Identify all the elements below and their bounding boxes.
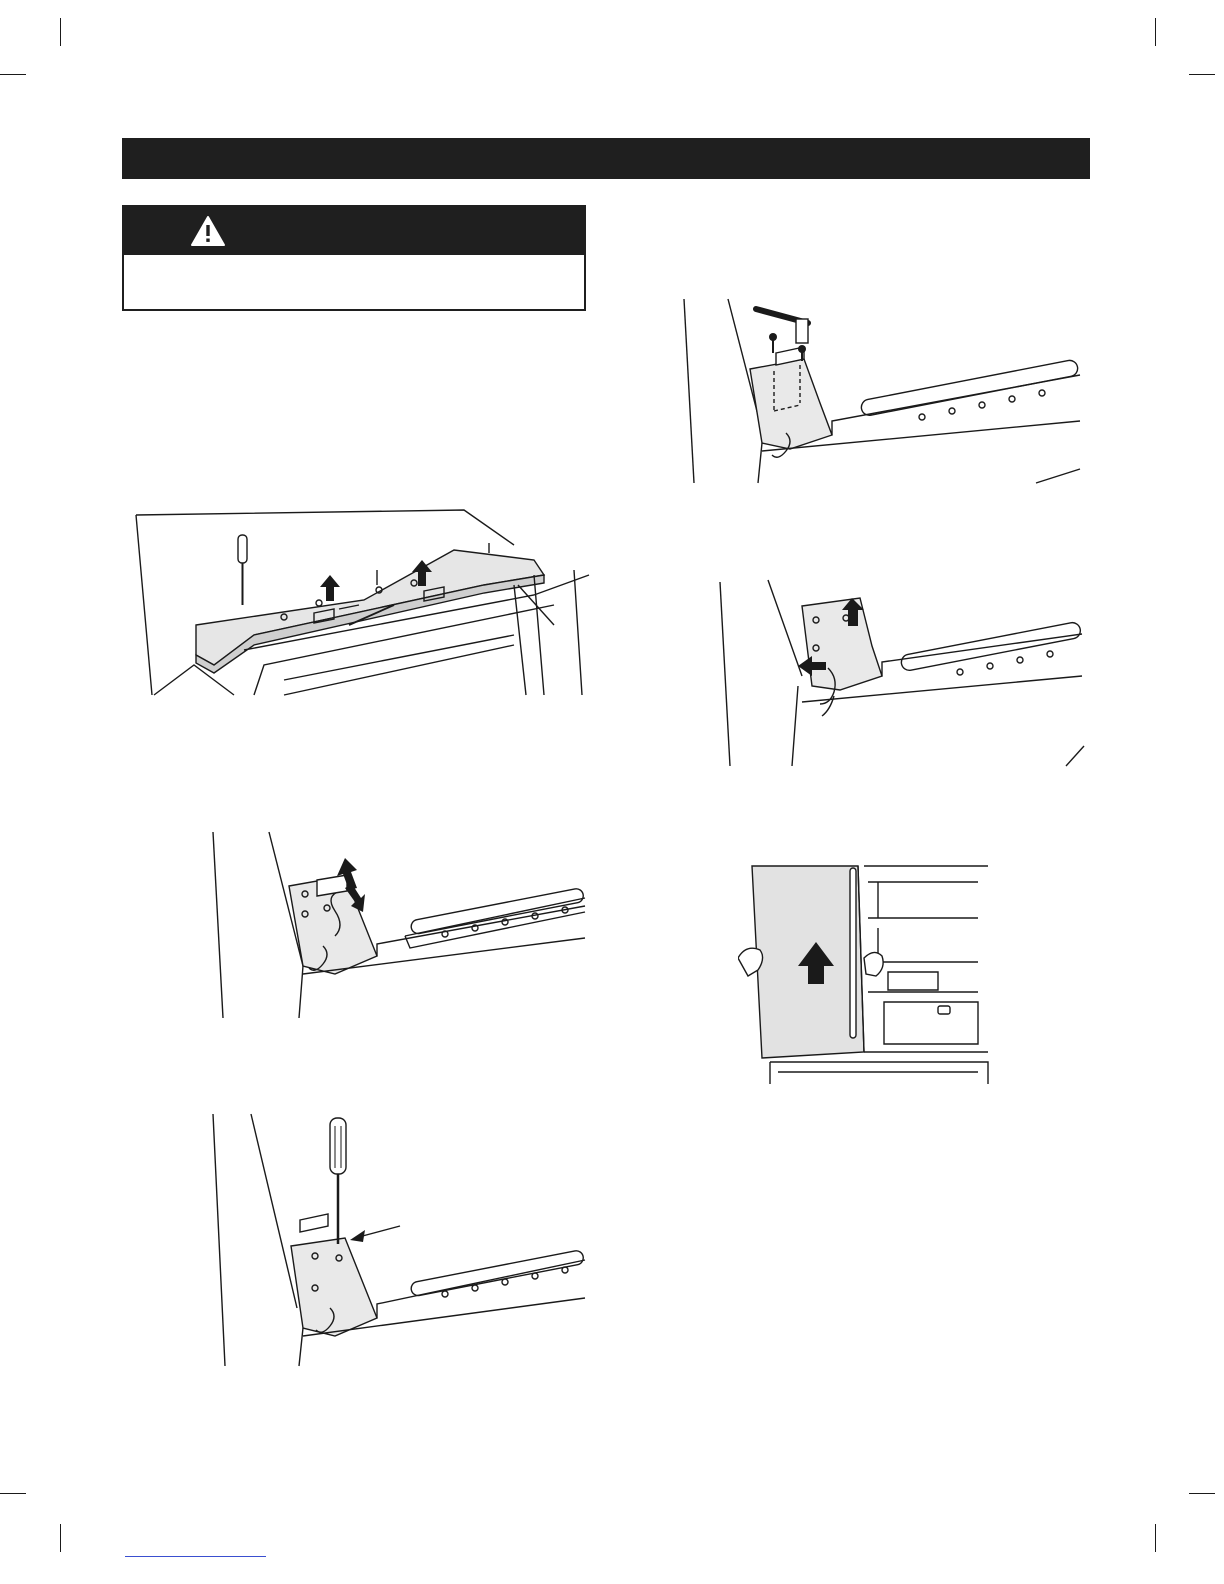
crop-mark [0,74,26,75]
crop-mark [1189,74,1215,75]
warning-triangle-icon [190,215,226,247]
warning-box [122,205,586,311]
section-header-bar [122,138,1090,179]
figure-top-hinge-cover [134,505,594,700]
crop-mark [0,1493,26,1494]
figure-hinge-screw [205,1108,590,1370]
screwdriver-icon [330,1118,346,1244]
warning-header [124,207,584,255]
crop-mark [1189,1493,1215,1494]
screwdriver-icon [238,535,247,605]
crop-mark [1155,1524,1156,1552]
crop-mark [60,18,61,46]
figure-hinge-bolt [676,293,1086,485]
figure-hinge-wire [205,826,590,1021]
wrench-icon [756,309,808,343]
footer-link-underline[interactable] [125,1556,266,1557]
arrow-pointer-icon [350,1230,365,1242]
figure-door-lift [738,862,990,1084]
crop-mark [1155,18,1156,46]
crop-mark [60,1524,61,1552]
figure-hinge-lift [712,576,1088,768]
